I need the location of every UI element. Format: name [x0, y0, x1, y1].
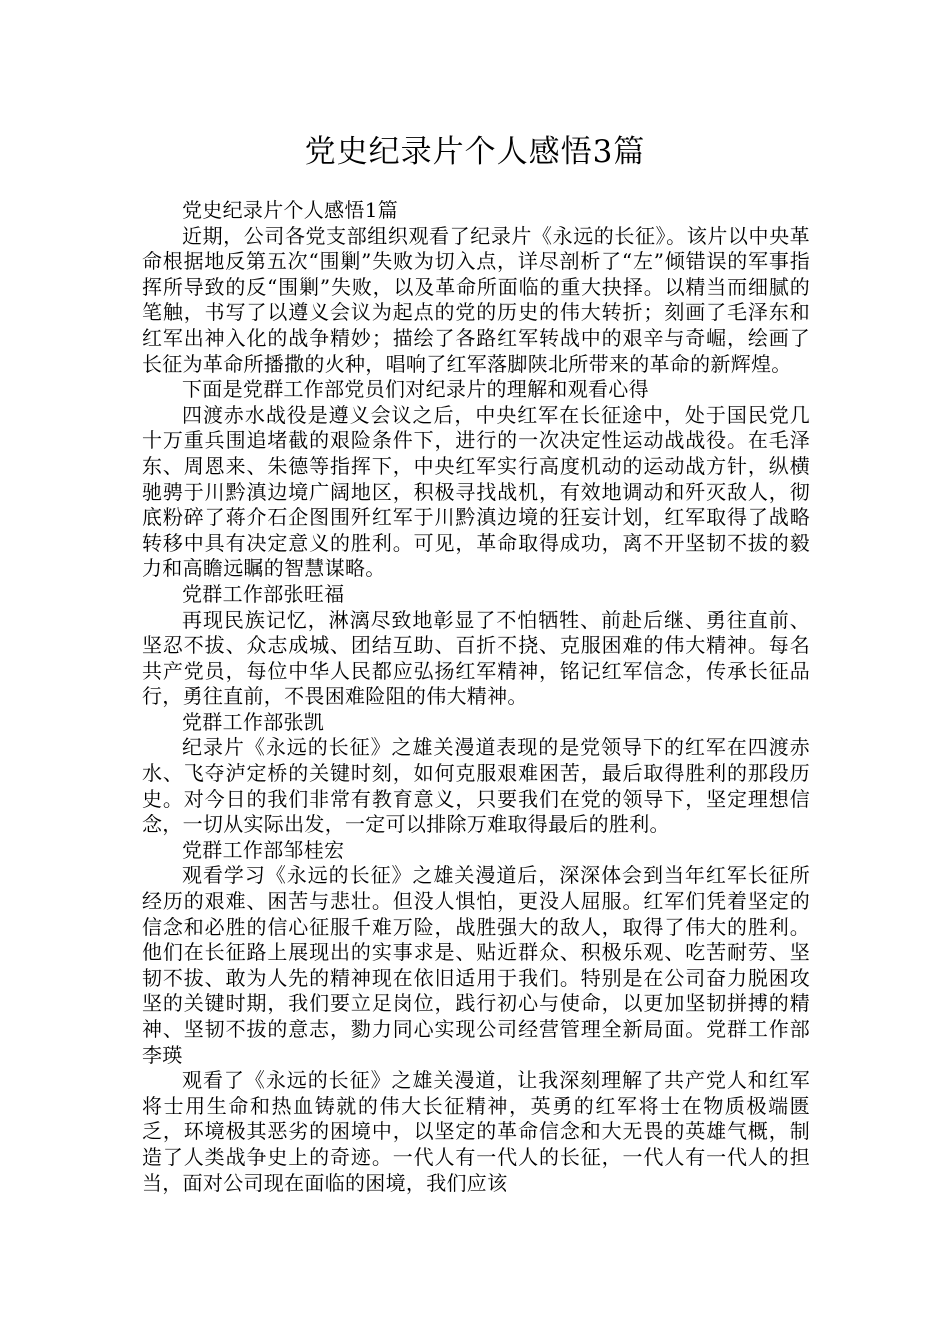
document-body [142, 198, 810, 1196]
reflection-paragraph: 纪录片《永远的长征》之雄关漫道表现的是党领导下的红军在四渡赤水、飞夺泸定桥的关键时刻，如何克服艰难困苦，最后取得胜利的那段历史。对今日的我们非常有教育意义，只要我们在党的领导下，坚定理想信念，一切从实际出发，一定可以排除万难取得最后的胜利。 [142, 735, 810, 837]
author-line: 党群工作部邹桂宏 [182, 837, 345, 862]
intro-paragraph: 近期，公司各党支部组织观看了纪录片《永远的长征》。该片以中央革命根据地反第五次“围剿”失败为切入点，详尽剖析了“左”倾错误的军事指挥所导致的反“围剿”失败，以及革命所面临的重大抉择。以精当而细腻的笔触，书写了以遵义会议为起点的党的历史的伟大转折；刻画了毛泽东和红军出神入化的战争精妙；描绘了各路红军转战中的艰辛与奇崛，绘画了长征为革命所播撒的火种，唱响了红军落脚陕北所带来的革命的新辉煌。 [142, 223, 810, 376]
author-line: 党群工作部张旺福 [182, 581, 345, 606]
reflection-paragraph: 四渡赤水战役是遵义会议之后，中央红军在长征途中，处于国民党几十万重兵围追堵截的艰险条件下，进行的一次决定性运动战战役。在毛泽东、周恩来、朱德等指挥下，中央红军实行高度机动的运动战方针，纵横驰骋于川黔滇边境广阔地区，积极寻找战机，有效地调动和歼灭敌人，彻底粉碎了蒋介石企图围歼红军于川黔滇边境的狂妄计划，红军取得了战略转移中具有决定意义的胜利。可见，革命取得成功，离不开坚韧不拔的毅力和高瞻远瞩的智慧谋略。 [142, 402, 810, 581]
reflection-paragraph: 观看了《永远的长征》之雄关漫道，让我深刻理解了共产党人和红军将士用生命和热血铸就的伟大长征精神，英勇的红军将士在物质极端匮乏，环境极其恶劣的困境中，以坚定的革命信念和大无畏的英雄气概，制造了人类战争史上的奇迹。一代人有一代人的长征，一代人有一代人的担当，面对公司现在面临的困境，我们应该 [142, 1068, 810, 1195]
reflection-paragraph: 再现民族记忆，淋漓尽致地彰显了不怕牺牲、前赴后继、勇往直前、坚忍不拔、众志成城、团结互助、百折不挠、克服困难的伟大精神。每名共产党员，每位中华人民都应弘扬红军精神，铭记红军信念，传承长征品行，勇往直前，不畏困难险阻的伟大精神。 [142, 607, 810, 709]
transition-line: 下面是党群工作部党员们对纪录片的理解和观看心得 [182, 377, 649, 402]
reflection-paragraph: 观看学习《永远的长征》之雄关漫道后，深深体会到当年红军长征所经历的艰难、困苦与悲壮。但没人惧怕，更没人屈服。红军们凭着坚定的信念和必胜的信心征服千难万险，战胜强大的敌人，取得了伟大的胜利。他们在长征路上展现出的实事求是、贴近群众、积极乐观、吃苦耐劳、坚韧不拔、敢为人先的精神现在依旧适用于我们。特别是在公司奋力脱困攻坚的关键时期，我们要立足岗位，践行初心与使命，以更加坚韧拼搏的精神、坚韧不拔的意志，勠力同心实现公司经营管理全新局面。党群工作部李瑛 [142, 863, 810, 1067]
document-title: 党史纪录片个人感悟3篇 [304, 134, 646, 170]
author-line: 党群工作部张凯 [182, 709, 325, 734]
section-heading: 党史纪录片个人感悟1篇 [182, 198, 399, 222]
